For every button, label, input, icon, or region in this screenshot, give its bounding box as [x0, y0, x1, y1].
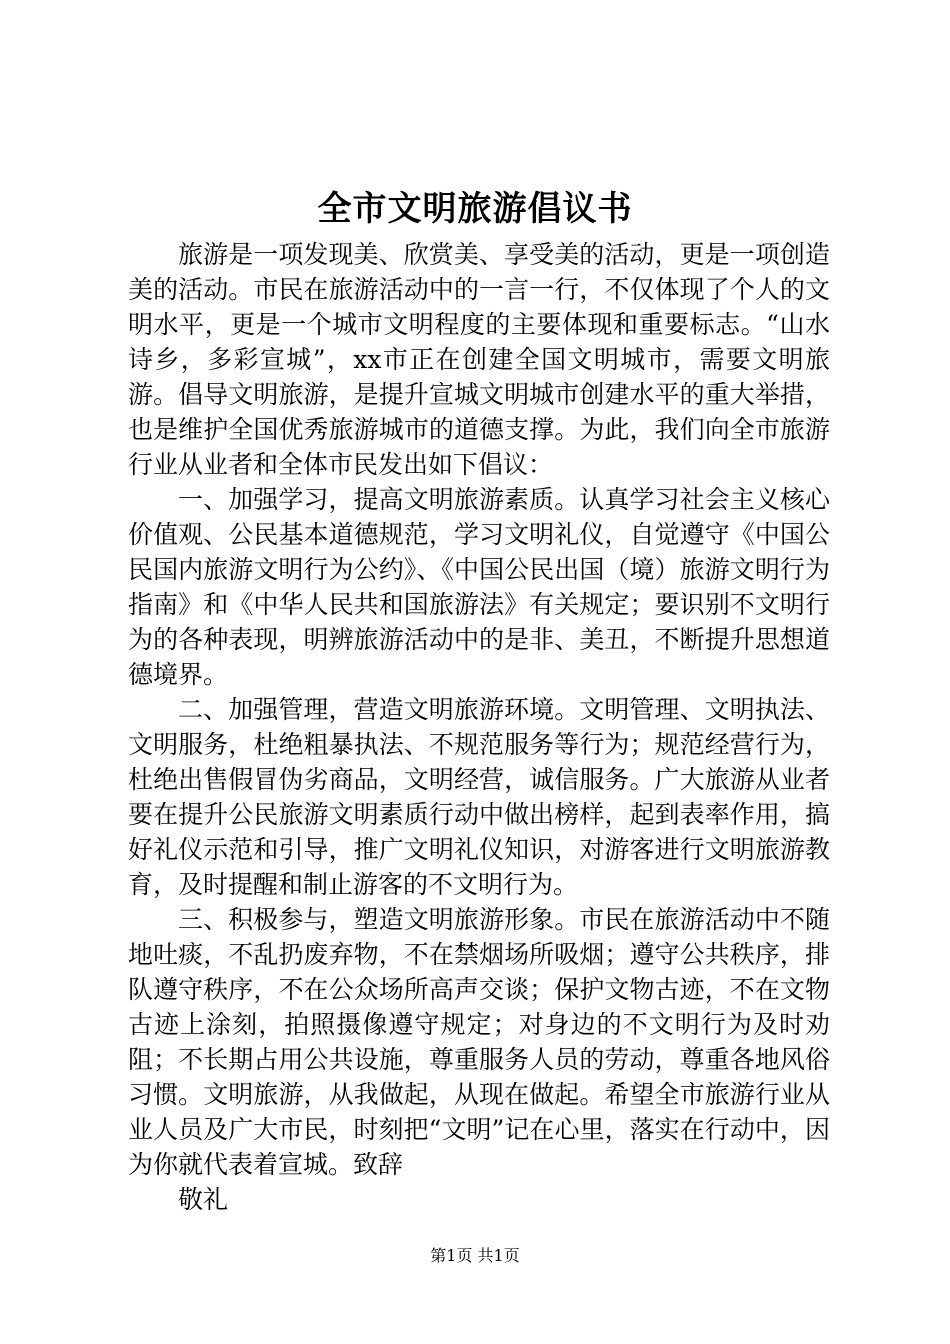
paragraph-point-2: 二、加强管理，营造文明旅游环境。文明管理、文明执法、文明服务，杜绝粗暴执法、不规范服务等行为；规范经营行为，杜绝出售假冒伪劣商品，文明经营，诚信服务。广大旅游从业者要在提升公民旅游文明素质行动中做出榜样，起到表率作用，搞好礼仪示范和引导，推广文明礼仪知识，对游客进行文明旅游教育，及时提醒和制止游客的不文明行为。: [128, 695, 830, 899]
page-footer: 第1页 共1页: [430, 1246, 520, 1265]
paragraph-point-3: 三、积极参与，塑造文明旅游形象。市民在旅游活动中不随地吐痰，不乱扔废弃物，不在禁烟场所吸烟；遵守公共秩序，排队遵守秩序，不在公众场所高声交谈；保护文物古迹，不在文物古迹上涂刻，拍照摄像遵守规定；对身边的不文明行为及时劝阻；不长期占用公共设施，尊重服务人员的劳动，尊重各地风俗习惯。文明旅游，从我做起，从现在做起。希望全市旅游行业从业人员及广大市民，时刻把“文明”记在心里，落实在行动中，因为你就代表着宣城。致辞: [128, 905, 830, 1179]
document-body: [128, 237, 830, 1217]
page-title: 全市文明旅游倡议书: [317, 189, 633, 229]
paragraph-point-1: 一、加强学习，提高文明旅游素质。认真学习社会主义核心价值观、公民基本道德规范，学习文明礼仪，自觉遵守《中国公民国内旅游文明行为公约》、《中国公民出国（境）旅游文明行为指南》和《中华人民共和国旅游法》有关规定；要识别不文明行为的各种表现，明辨旅游活动中的是非、美丑，不断提升思想道德境界。: [128, 485, 830, 689]
paragraph-intro: 旅游是一项发现美、欣赏美、享受美的活动，更是一项创造美的活动。市民在旅游活动中的一言一行，不仅体现了个人的文明水平，更是一个城市文明程度的主要体现和重要标志。“山水诗乡，多彩宣城”，xx市正在创建全国文明城市，需要文明旅游。倡导文明旅游，是提升宣城文明城市创建水平的重大举措，也是维护全国优秀旅游城市的道德支撑。为此，我们向全市旅游行业从业者和全体市民发出如下倡议：: [128, 240, 830, 479]
closing-salutation: 敬礼: [178, 1185, 229, 1214]
